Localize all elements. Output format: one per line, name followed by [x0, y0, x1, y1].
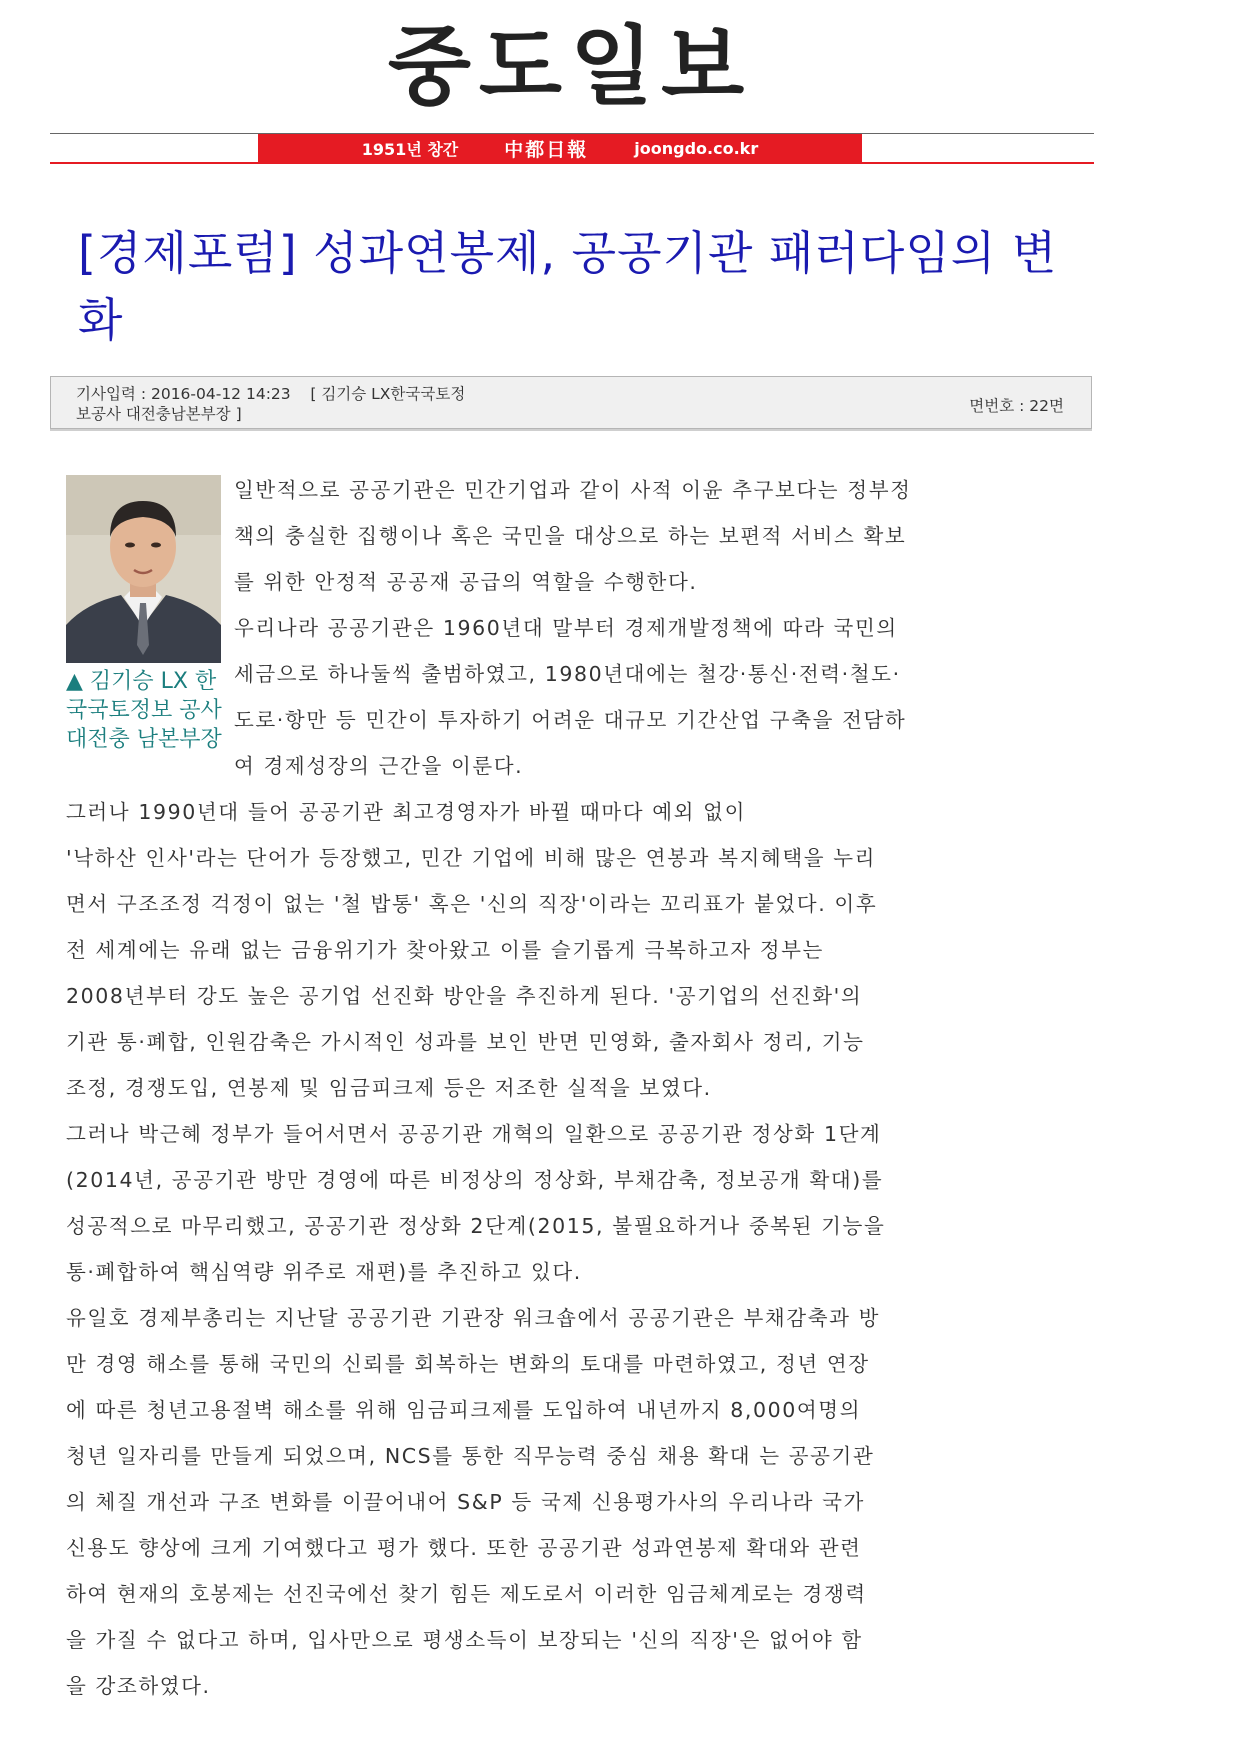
article-line: 일반적으로 공공기관은 민간기업과 같이 사적 이윤 추구보다는 정부정 [234, 478, 912, 502]
article-line: 하여 현재의 호봉제는 선진국에선 찾기 힘든 제도로서 이러한 임금체계로는 경쟁력 [66, 1582, 867, 1606]
article-line: 책의 충실한 집행이나 혹은 국민을 대상으로 하는 보편적 서비스 확보 [234, 524, 907, 548]
article-line: 을 가질 수 없다고 하며, 입사만으로 평생소득이 보장되는 '신의 직장'은 없어야 함 [66, 1628, 863, 1652]
article-line: 성공적으로 마무리했고, 공공기관 정상화 2단계(2015, 불필요하거나 중복된 기능을 [66, 1214, 886, 1238]
byline-line-1: 기사입력 : 2016-04-12 14:23 [ 김기승 LX한국국토정 [76, 385, 466, 403]
newspaper-logo: 중도일보 [387, 17, 753, 117]
article-line: 의 체질 개선과 구조 변화를 이끌어내어 S&P 등 국제 신용평가사의 우리나라 국가 [66, 1490, 865, 1514]
byline-line-2: 보공사 대전충남본부장 ] [76, 405, 242, 423]
article-line: 유일호 경제부총리는 지난달 공공기관 기관장 워크숍에서 공공기관은 부채감축과 방 [66, 1306, 881, 1330]
article-line: 조정, 경쟁도입, 연봉제 및 임금피크제 등은 저조한 실적을 보였다. [66, 1076, 712, 1100]
photo-caption: ▲ 김기승 LX 한국국토정보 공사 대전충 남본부장 [66, 669, 222, 752]
hanja-title: 中都日報 [504, 138, 589, 161]
masthead-band [258, 134, 862, 162]
article-line: 여 경제성장의 근간을 이룬다. [234, 754, 524, 778]
article-byline [76, 384, 636, 424]
article-body [66, 467, 1076, 1709]
article-line: 통·폐합하여 핵심역량 위주로 재편)를 추진하고 있다. [66, 1260, 582, 1284]
article-line: '낙하산 인사'라는 단어가 등장했고, 민간 기업에 비해 많은 연봉과 복지혜택을 누리 [66, 846, 877, 870]
article-line: 신용도 향상에 크게 기여했다고 평가 했다. 또한 공공기관 성과연봉제 확대와 관련 [66, 1536, 862, 1560]
article-line: 청년 일자리를 만들게 되었으며, NCS를 통한 직무능력 중심 채용 확대 는 공공기관 [66, 1444, 875, 1468]
article-line: (2014년, 공공기관 방만 경영에 따른 비정상의 정상화, 부채감축, 정보공개 확대)를 [66, 1168, 884, 1192]
article-line: 을 강조하였다. [66, 1674, 211, 1698]
article-line: 그러나 박근혜 정부가 들어서면서 공공기관 개혁의 일환으로 공공기관 정상화 1단계 [66, 1122, 882, 1146]
founded-label: 1951년 창간 [361, 139, 459, 159]
article-line: 전 세계에는 유래 없는 금융위기가 찾아왔고 이를 슬기롭게 극복하고자 정부는 [66, 938, 824, 962]
article-line: 기관 통·폐합, 인원감축은 가시적인 성과를 보인 반면 민영화, 출자회사 정리, 기능 [66, 1030, 865, 1054]
article-line: 세금으로 하나둘씩 출범하였고, 1980년대에는 철강·통신·전력·철도· [234, 662, 901, 686]
article-line: 우리나라 공공기관은 1960년대 말부터 경제개발정책에 따라 국민의 [234, 616, 898, 640]
article-line: 2008년부터 강도 높은 공기업 선진화 방안을 추진하게 된다. '공기업의 선진화'의 [66, 984, 863, 1008]
article-line: 그러나 1990년대 들어 공공기관 최고경영자가 바뀔 때마다 예외 없이 [66, 800, 746, 824]
article-headline: [경제포럼] 성과연봉제, 공공기관 패러다임의 변화 [78, 226, 1058, 347]
site-url[interactable]: joongdo.co.kr [634, 138, 759, 158]
masthead-bottom-rule [50, 162, 1094, 164]
article-line: 면서 구조조정 걱정이 없는 '철 밥통' 혹은 '신의 직장'이라는 꼬리표가 붙었다. 이후 [66, 892, 878, 916]
article-line: 에 따른 청년고용절벽 해소를 위해 임금피크제를 도입하여 내년까지 8,000여명의 [66, 1398, 862, 1422]
article-line: 도로·항만 등 민간이 투자하기 어려운 대규모 기간산업 구축을 전담하 [234, 708, 907, 732]
article-line: 만 경영 해소를 통해 국민의 신뢰를 회복하는 변화의 토대를 마련하였고, 정년 연장 [66, 1352, 870, 1376]
page-number: 면번호 : 22면 [969, 397, 1064, 415]
article-meta-box [50, 376, 1092, 429]
article-line: 를 위한 안정적 공공재 공급의 역할을 수행한다. [234, 570, 698, 594]
